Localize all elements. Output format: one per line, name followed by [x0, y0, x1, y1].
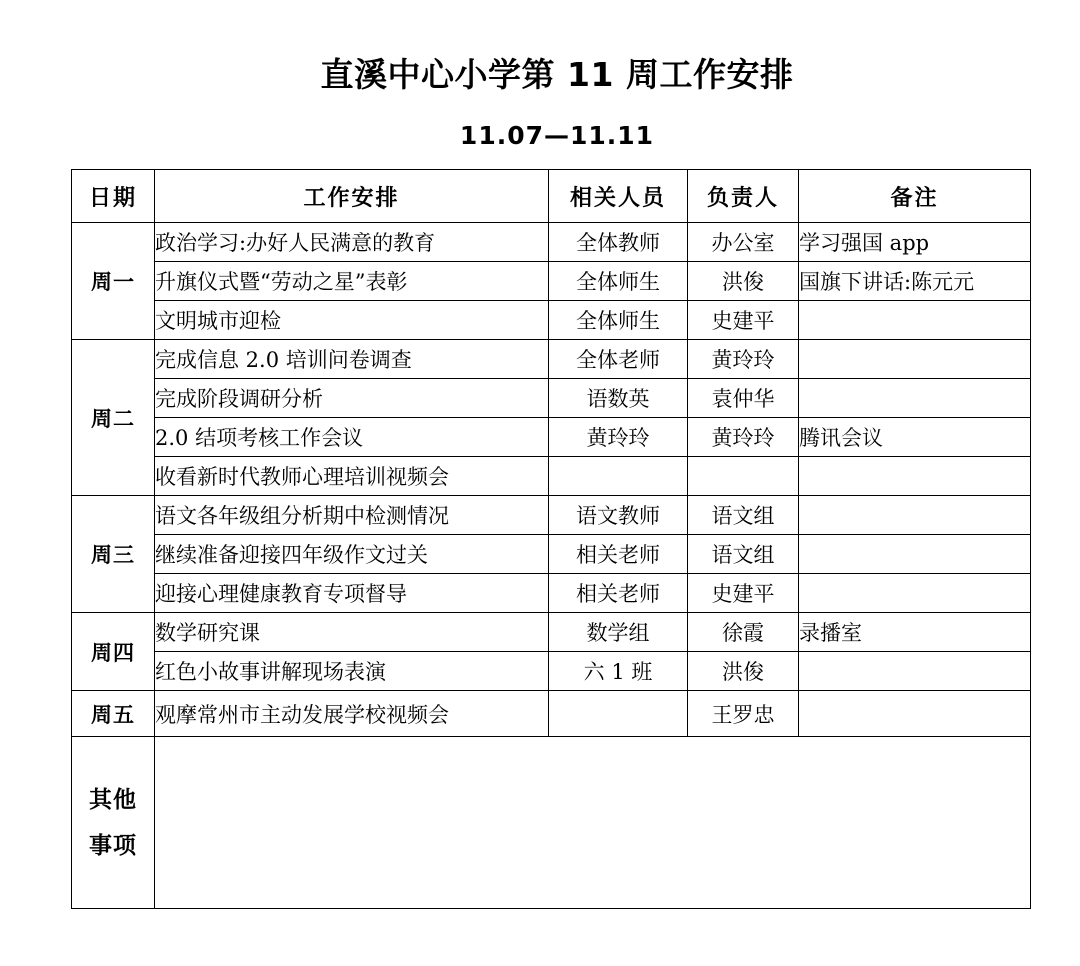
other-label [72, 737, 155, 909]
day-cell: 周五 [72, 691, 155, 737]
header-task: 工作安排 [155, 170, 549, 223]
day-cell: 周一 [72, 223, 155, 340]
people-cell [549, 457, 688, 496]
people-cell: 全体教师 [549, 223, 688, 262]
day-cell: 周三 [72, 496, 155, 613]
table-row [72, 691, 1031, 737]
people-cell: 相关老师 [549, 535, 688, 574]
owner-cell: 黄玲玲 [688, 340, 799, 379]
note-cell: 国旗下讲话:陈元元 [799, 262, 1031, 301]
table-row [72, 379, 1031, 418]
people-cell: 全体师生 [549, 301, 688, 340]
table-row [72, 613, 1031, 652]
note-cell: 腾讯会议 [799, 418, 1031, 457]
table-row [72, 652, 1031, 691]
table-row [72, 301, 1031, 340]
schedule-body [72, 170, 1031, 909]
people-cell: 全体老师 [549, 340, 688, 379]
owner-cell: 史建平 [688, 574, 799, 613]
note-cell [799, 652, 1031, 691]
owner-cell [688, 457, 799, 496]
table-row [72, 223, 1031, 262]
other-content [155, 737, 1031, 909]
task-cell: 2.0 结项考核工作会议 [155, 418, 549, 457]
owner-cell: 办公室 [688, 223, 799, 262]
people-cell: 六 1 班 [549, 652, 688, 691]
table-row [72, 418, 1031, 457]
note-cell [799, 496, 1031, 535]
table-row [72, 496, 1031, 535]
owner-cell: 语文组 [688, 535, 799, 574]
task-cell: 继续准备迎接四年级作文过关 [155, 535, 549, 574]
table-row [72, 457, 1031, 496]
owner-cell: 袁仲华 [688, 379, 799, 418]
people-cell [549, 691, 688, 737]
page-title: 直溪中心小学第 11 周工作安排 [320, 55, 794, 94]
note-cell [799, 535, 1031, 574]
owner-cell: 徐霞 [688, 613, 799, 652]
note-cell [799, 574, 1031, 613]
note-cell: 录播室 [799, 613, 1031, 652]
task-cell: 语文各年级组分析期中检测情况 [155, 496, 549, 535]
owner-cell: 史建平 [688, 301, 799, 340]
people-cell: 相关老师 [549, 574, 688, 613]
task-cell: 数学研究课 [155, 613, 549, 652]
header-people: 相关人员 [549, 170, 688, 223]
day-cell: 周四 [72, 613, 155, 691]
schedule-table [71, 169, 1031, 909]
header-note: 备注 [799, 170, 1031, 223]
owner-cell: 语文组 [688, 496, 799, 535]
task-cell: 收看新时代教师心理培训视频会 [155, 457, 549, 496]
note-cell [799, 379, 1031, 418]
people-cell: 语文教师 [549, 496, 688, 535]
other-label-line2: 事项 [89, 831, 137, 859]
note-cell [799, 301, 1031, 340]
task-cell: 完成阶段调研分析 [155, 379, 549, 418]
people-cell: 全体师生 [549, 262, 688, 301]
people-cell: 黄玲玲 [549, 418, 688, 457]
task-cell: 完成信息 2.0 培训问卷调查 [155, 340, 549, 379]
other-row [72, 737, 1031, 909]
task-cell: 红色小故事讲解现场表演 [155, 652, 549, 691]
owner-cell: 洪俊 [688, 652, 799, 691]
people-cell: 数学组 [549, 613, 688, 652]
header-date: 日期 [72, 170, 155, 223]
task-cell: 文明城市迎检 [155, 301, 549, 340]
note-cell [799, 691, 1031, 737]
task-cell: 升旗仪式暨“劳动之星”表彰 [155, 262, 549, 301]
task-cell: 政治学习:办好人民满意的教育 [155, 223, 549, 262]
day-cell: 周二 [72, 340, 155, 496]
task-cell: 迎接心理健康教育专项督导 [155, 574, 549, 613]
date-range: 11.07—11.11 [459, 121, 655, 150]
note-cell [799, 457, 1031, 496]
table-row [72, 574, 1031, 613]
table-row [72, 535, 1031, 574]
note-cell [799, 340, 1031, 379]
table-row [72, 262, 1031, 301]
note-cell: 学习强国 app [799, 223, 1031, 262]
owner-cell: 黄玲玲 [688, 418, 799, 457]
owner-cell: 洪俊 [688, 262, 799, 301]
other-label-line1: 其他 [89, 785, 137, 813]
table-row [72, 340, 1031, 379]
task-cell: 观摩常州市主动发展学校视频会 [155, 691, 549, 737]
people-cell: 语数英 [549, 379, 688, 418]
header-row [72, 170, 1031, 223]
owner-cell: 王罗忠 [688, 691, 799, 737]
header-owner: 负责人 [688, 170, 799, 223]
